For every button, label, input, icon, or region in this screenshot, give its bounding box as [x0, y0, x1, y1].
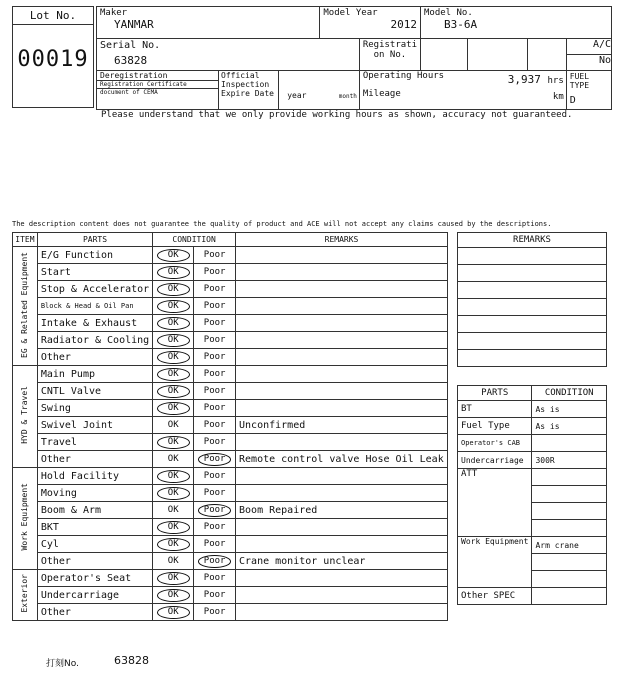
condition-poor-cell	[194, 502, 236, 519]
ok-circled: OK	[157, 351, 190, 364]
serial-label: Serial No.	[100, 40, 161, 51]
ok-circled: OK	[157, 487, 190, 500]
reg-blank-3	[527, 39, 566, 71]
part-name: Undercarriage	[37, 587, 152, 604]
remark-cell	[236, 434, 448, 451]
lot-label: Lot No.	[13, 7, 93, 25]
we-line	[532, 571, 607, 588]
ok-label: OK	[167, 505, 179, 515]
pc-parts-header: PARTS	[458, 386, 532, 401]
item-group-cell	[13, 247, 38, 366]
table-row	[13, 332, 448, 349]
condition-ok-cell	[153, 366, 194, 383]
condition-poor-cell	[194, 349, 236, 366]
right-remark-line	[458, 316, 607, 333]
disclaimer-text: The description content does not guarantee the quality of product and ACE will not accept any claims caused by the descriptions.	[12, 220, 552, 228]
remark-cell: Crane monitor unclear	[236, 553, 448, 570]
poor-label: Poor	[203, 301, 226, 311]
table-row	[13, 315, 448, 332]
header-item: ITEM	[13, 233, 38, 247]
dereg-cell	[97, 71, 279, 110]
ok-circled: OK	[157, 368, 190, 381]
right-remark-line	[458, 248, 607, 265]
reg-blank-2	[468, 39, 527, 71]
condition-ok-cell	[153, 502, 194, 519]
lot-number: 00019	[17, 47, 89, 72]
remark-cell	[236, 536, 448, 553]
part-name: Travel	[37, 434, 152, 451]
fuel-label: FUEL TYPE	[569, 72, 590, 90]
table-row	[13, 485, 448, 502]
part-name: Boom & Arm	[37, 502, 152, 519]
table-row	[13, 570, 448, 587]
remark-cell	[236, 604, 448, 621]
condition-poor-cell	[194, 604, 236, 621]
part-name: Radiator & Cooling	[37, 332, 152, 349]
att-line	[532, 486, 607, 503]
condition-poor-cell	[194, 451, 236, 468]
ac-cell	[566, 39, 611, 71]
header-grid	[96, 6, 612, 110]
poor-label: Poor	[203, 420, 226, 430]
work-equipment-value: Arm crane	[532, 537, 607, 554]
model-no-value: B3-6A	[444, 18, 478, 31]
right-remarks-box	[457, 232, 607, 367]
fuel-cell	[566, 71, 611, 110]
condition-poor-cell	[194, 468, 236, 485]
table-row	[13, 417, 448, 434]
remark-cell	[236, 400, 448, 417]
condition-ok-cell	[153, 298, 194, 315]
condition-ok-cell	[153, 281, 194, 298]
poor-label: Poor	[203, 590, 226, 600]
fuel-value: D	[569, 95, 576, 106]
condition-poor-cell	[194, 400, 236, 417]
other-spec-label: Other SPEC	[458, 588, 532, 605]
we-line	[532, 554, 607, 571]
table-row	[13, 468, 448, 485]
maker-value: YANMAR	[114, 18, 154, 31]
remark-cell: Boom Repaired	[236, 502, 448, 519]
part-name: CNTL Valve	[37, 383, 152, 400]
remark-cell	[236, 332, 448, 349]
poor-label: Poor	[203, 607, 226, 617]
remark-cell	[236, 519, 448, 536]
remark-cell: Unconfirmed	[236, 417, 448, 434]
condition-poor-cell	[194, 434, 236, 451]
part-name: Start	[37, 264, 152, 281]
remark-cell	[236, 315, 448, 332]
ok-circled: OK	[157, 589, 190, 602]
km-unit: km	[552, 92, 564, 102]
ac-value: No	[598, 55, 611, 66]
part-name: Main Pump	[37, 366, 152, 383]
item-group-cell	[13, 468, 38, 570]
poor-label: Poor	[203, 250, 226, 260]
remark-cell	[236, 247, 448, 264]
maker-cell	[97, 7, 320, 39]
reg-cert-label: Registration Certificate	[97, 81, 218, 89]
poor-label: Poor	[203, 386, 226, 396]
lot-box	[12, 6, 94, 108]
condition-poor-cell	[194, 281, 236, 298]
condition-poor-cell	[194, 417, 236, 434]
poor-label: Poor	[203, 284, 226, 294]
work-equipment-label: Work Equipment	[458, 537, 532, 588]
ok-circled: OK	[157, 402, 190, 415]
poor-label: Poor	[203, 403, 226, 413]
condition-ok-cell	[153, 451, 194, 468]
table-row	[13, 264, 448, 281]
ok-circled: OK	[157, 521, 190, 534]
poor-label: Poor	[203, 267, 226, 277]
ok-circled: OK	[157, 266, 190, 279]
pc-cond: 300R	[532, 452, 607, 469]
part-name: Other	[37, 349, 152, 366]
ok-circled: OK	[157, 283, 190, 296]
poor-label: Poor	[203, 352, 226, 362]
remark-cell	[236, 281, 448, 298]
condition-ok-cell	[153, 519, 194, 536]
inspection-label: Official Inspection Expire Date	[221, 71, 274, 98]
condition-ok-cell	[153, 536, 194, 553]
inspection-table	[12, 232, 448, 621]
poor-circled: Poor	[198, 555, 232, 568]
ok-label: OK	[167, 556, 179, 566]
part-name: Cyl	[37, 536, 152, 553]
table-row	[13, 451, 448, 468]
condition-ok-cell	[153, 604, 194, 621]
poor-circled: Poor	[198, 453, 232, 466]
condition-poor-cell	[194, 485, 236, 502]
ac-label: A/C	[567, 39, 611, 55]
part-name: Swing	[37, 400, 152, 417]
remark-cell	[236, 468, 448, 485]
condition-ok-cell	[153, 468, 194, 485]
stamp-label: 打刻No.	[46, 659, 79, 669]
remark-cell	[236, 570, 448, 587]
item-group-cell	[13, 366, 38, 468]
ok-circled: OK	[157, 470, 190, 483]
serial-cell	[97, 39, 360, 71]
pc-part: Fuel Type	[458, 418, 532, 435]
right-remark-line	[458, 350, 607, 367]
part-name: Other	[37, 604, 152, 621]
model-no-label: Model No.	[424, 8, 473, 18]
condition-ok-cell	[153, 417, 194, 434]
remark-cell	[236, 587, 448, 604]
condition-ok-cell	[153, 587, 194, 604]
cema-doc-label: document of CEMA	[100, 89, 158, 96]
condition-ok-cell	[153, 264, 194, 281]
condition-ok-cell	[153, 570, 194, 587]
ok-circled: OK	[157, 436, 190, 449]
condition-ok-cell	[153, 434, 194, 451]
ok-circled: OK	[157, 606, 190, 619]
ok-circled: OK	[157, 572, 190, 585]
pc-part: Undercarriage	[458, 452, 532, 469]
remark-cell	[236, 485, 448, 502]
condition-poor-cell	[194, 383, 236, 400]
item-group-cell	[13, 570, 38, 621]
part-name: Other	[37, 451, 152, 468]
right-remark-line	[458, 265, 607, 282]
pc-cond: As is	[532, 418, 607, 435]
condition-ok-cell	[153, 383, 194, 400]
remark-cell	[236, 349, 448, 366]
table-row	[13, 434, 448, 451]
condition-poor-cell	[194, 298, 236, 315]
part-name: Moving	[37, 485, 152, 502]
mileage-label: Mileage	[362, 89, 401, 99]
ok-circled: OK	[157, 317, 190, 330]
ok-circled: OK	[157, 538, 190, 551]
poor-label: Poor	[203, 522, 226, 532]
dereg-label: Deregistration	[97, 71, 218, 81]
table-row	[13, 247, 448, 264]
table-row	[13, 400, 448, 417]
ok-circled: OK	[157, 385, 190, 398]
remark-cell	[236, 264, 448, 281]
part-name: Other	[37, 553, 152, 570]
pc-part: Operator's CAB	[458, 435, 532, 452]
pc-condition-header: CONDITION	[532, 386, 607, 401]
pc-part: BT	[458, 401, 532, 418]
right-remark-line	[458, 299, 607, 316]
right-remark-line	[458, 282, 607, 299]
remark-cell	[236, 298, 448, 315]
right-remark-line	[458, 333, 607, 350]
registration-label: Registrati on No.	[359, 39, 420, 71]
condition-ok-cell	[153, 553, 194, 570]
model-no-cell	[421, 7, 612, 39]
right-remarks-header: REMARKS	[458, 233, 607, 248]
reg-blank-1	[421, 39, 468, 71]
pc-cond: As is	[532, 401, 607, 418]
hours-value: 3,937	[507, 73, 541, 86]
poor-circled: Poor	[198, 504, 232, 517]
condition-poor-cell	[194, 315, 236, 332]
remark-cell	[236, 366, 448, 383]
condition-poor-cell	[194, 264, 236, 281]
condition-ok-cell	[153, 332, 194, 349]
part-name: Swivel Joint	[37, 417, 152, 434]
condition-ok-cell	[153, 485, 194, 502]
part-name: Hold Facility	[37, 468, 152, 485]
poor-label: Poor	[203, 369, 226, 379]
header-condition: CONDITION	[153, 233, 236, 247]
item-group-label: Work Equipment	[20, 483, 30, 551]
poor-label: Poor	[203, 437, 226, 447]
item-group-label: EG & Related Equipment	[20, 251, 30, 358]
part-name: E/G Function	[37, 247, 152, 264]
parts-condition-table	[457, 385, 607, 605]
table-row	[13, 604, 448, 621]
year-label: year	[287, 91, 307, 100]
header-parts: PARTS	[37, 233, 152, 247]
maker-label: Maker	[100, 8, 128, 18]
item-group-label: HYD & Travel	[20, 386, 30, 444]
item-group-label: Exterior	[20, 574, 30, 613]
condition-ok-cell	[153, 349, 194, 366]
remark-cell: Remote control valve Hose Oil Leak	[236, 451, 448, 468]
part-name: BKT	[37, 519, 152, 536]
table-row	[13, 383, 448, 400]
model-year-cell	[320, 7, 421, 39]
condition-poor-cell	[194, 570, 236, 587]
part-name: Operator's Seat	[37, 570, 152, 587]
table-row	[13, 349, 448, 366]
poor-label: Poor	[203, 318, 226, 328]
condition-poor-cell	[194, 587, 236, 604]
table-row	[13, 502, 448, 519]
att-line	[532, 469, 607, 486]
poor-label: Poor	[203, 471, 226, 481]
header-remarks: REMARKS	[236, 233, 448, 247]
table-row	[13, 587, 448, 604]
notice-text: Please understand that we only provide working hours as shown, accuracy not guaranteed.	[101, 110, 573, 120]
poor-label: Poor	[203, 573, 226, 583]
table-row	[13, 536, 448, 553]
part-name: Stop & Accelerator	[37, 281, 152, 298]
part-name: Intake & Exhaust	[37, 315, 152, 332]
table-row	[13, 281, 448, 298]
hrs-unit: hrs	[547, 76, 564, 86]
stamp-value: 63828	[114, 654, 149, 667]
part-name: Block & Head & Oil Pan	[37, 298, 152, 315]
condition-poor-cell	[194, 332, 236, 349]
condition-poor-cell	[194, 519, 236, 536]
att-line	[532, 520, 607, 537]
condition-poor-cell	[194, 247, 236, 264]
ok-label: OK	[167, 454, 179, 464]
table-row	[13, 519, 448, 536]
condition-poor-cell	[194, 536, 236, 553]
model-year-label: Model Year	[323, 8, 378, 18]
poor-label: Poor	[203, 539, 226, 549]
poor-label: Poor	[203, 335, 226, 345]
hours-label: Operating Hours	[362, 71, 445, 81]
condition-poor-cell	[194, 553, 236, 570]
ok-circled: OK	[157, 334, 190, 347]
table-row	[13, 553, 448, 570]
remark-cell	[236, 383, 448, 400]
ok-circled: OK	[157, 249, 190, 262]
hours-cell	[359, 71, 566, 110]
ok-circled: OK	[157, 300, 190, 313]
table-row	[13, 366, 448, 383]
condition-ok-cell	[153, 400, 194, 417]
condition-ok-cell	[153, 315, 194, 332]
att-line	[532, 503, 607, 520]
att-label: ATT	[458, 469, 532, 537]
month-label: month	[338, 93, 357, 100]
condition-poor-cell	[194, 366, 236, 383]
poor-label: Poor	[203, 488, 226, 498]
condition-ok-cell	[153, 247, 194, 264]
table-row	[13, 298, 448, 315]
inspection-date-cell	[279, 71, 360, 110]
pc-cond	[532, 435, 607, 452]
serial-value: 63828	[114, 54, 148, 67]
other-spec-value	[532, 588, 607, 605]
model-year-value: 2012	[390, 18, 417, 31]
ok-label: OK	[167, 420, 179, 430]
